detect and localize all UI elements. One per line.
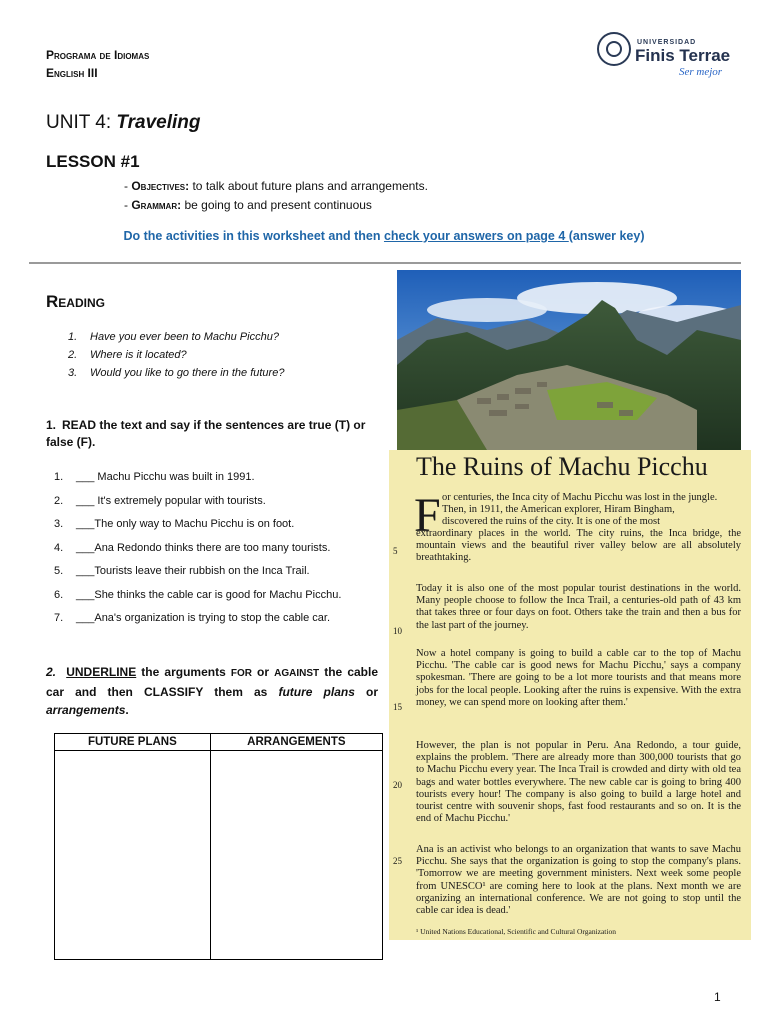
logo-line1: UNIVERSIDAD	[637, 39, 697, 46]
task2-text: or	[354, 685, 379, 699]
article-intro-line: or centuries, the Inca city of Machu Picchu was lost in the jungle.	[442, 492, 718, 503]
article-footnote: ¹ United Nations Educational, Scientific and Cultural Organization	[416, 927, 616, 936]
line-number: 15	[393, 702, 402, 712]
task2-instruction	[46, 663, 378, 719]
task1-text: READ the text and say if the sentences are true (T) or false (F).	[46, 418, 366, 449]
task2-text: the arguments	[136, 665, 231, 679]
question-text: Would you like to go there in the future?	[90, 367, 285, 379]
unit-prefix: UNIT 4:	[46, 112, 117, 133]
statement-text: ___The only way to Machu Picchu is on foot.	[76, 518, 295, 530]
program-name: Programa de Idiomas	[46, 48, 150, 62]
instruction-before: Do the activities in this worksheet and then	[123, 229, 384, 243]
question-number: 1.	[68, 331, 78, 343]
future-plans-cell[interactable]	[55, 751, 211, 960]
statement-item	[54, 469, 255, 485]
task1-instruction	[46, 417, 376, 451]
question-text: Where is it located?	[90, 349, 187, 361]
statement-item	[54, 563, 310, 579]
future-plans-word: future plans	[278, 685, 355, 699]
page-number: 1	[714, 990, 721, 1004]
statement-text: ___She thinks the cable car is good for Machu Picchu.	[76, 589, 342, 601]
statement-text: ___Tourists leave their rubbish on the Inca Trail.	[76, 565, 310, 577]
statement-item	[54, 540, 330, 556]
reading-title: Reading	[46, 292, 105, 311]
objectives-label: Objectives:	[131, 179, 190, 193]
task2-text: the cable car and then CLASSIFY them as	[46, 665, 379, 699]
statement-number: 4.	[54, 542, 64, 554]
article-paragraph-1: extraordinary places in the world. The city ruins, the Inca bridge, the mountain views and the beautiful river valley below are all absolutely breathtaking.	[416, 528, 741, 564]
article-paragraph-4: However, the plan is not popular in Peru. Ana Redondo, a tour guide, explains the problem. 'There are already more than 300,000 tourists that go to Machu Picchu every year. The Inca Trail is crowded and dirty with old tea bags and water bottles everywhere. The new cable car is going to bring 400 tourists every hour! The company is also going to build a large hotel and tourist centre with souvenir shops, fast food restaurants and so on. It is the end of Machu Picchu.'	[416, 740, 741, 825]
statement-number: 5.	[54, 565, 64, 577]
objectives-line: - Objectives: to talk about future plans and arrangements.	[124, 179, 428, 193]
article-paragraph-2: Today it is also one of the most popular tourist destinations in the world. Many people choose to follow the Inca Trail, a centuries-old path of 43 km that takes three or four days on foot. Others take the train and then a bus for the last part of the journey.	[416, 583, 741, 631]
question-number: 2.	[68, 349, 78, 361]
for-word: FOR	[230, 668, 252, 679]
task2-number: 2.	[46, 665, 57, 679]
grammar-line: - Grammar: be going to and present continuous	[124, 198, 372, 212]
statement-text: ___ Machu Picchu was built in 1991.	[76, 471, 255, 483]
statement-item	[54, 587, 341, 603]
warmup-question	[68, 364, 284, 382]
article-paragraph-5: Ana is an activist who belongs to an organization that wants to save Machu Picchu. She says that the organization is going to stop the company's plans. 'Tomorrow we are meeting government ministers. Next week some people from UNESCO¹ are coming here to look at the plans. Next month we are organizing an international conference. We are not going to stop until the cable car idea is dead.'	[416, 844, 741, 917]
arrangements-cell[interactable]	[210, 751, 382, 960]
article-dropcap: F	[414, 489, 441, 542]
lesson-title: LESSON #1	[46, 152, 140, 171]
underline-word: UNDERLINE	[66, 665, 137, 679]
instruction-line	[0, 229, 768, 243]
divider-rule	[29, 262, 741, 264]
article-box	[389, 450, 751, 940]
grammar-text: be going to and present continuous	[181, 198, 372, 212]
line-number: 20	[393, 780, 402, 790]
statement-number: 1.	[54, 471, 64, 483]
course-name: English III	[46, 66, 98, 80]
grammar-label: Grammar:	[131, 198, 182, 212]
line-number: 5	[393, 546, 398, 556]
statement-item	[54, 516, 294, 532]
article-intro-line: Then, in 1911, the American explorer, Hiram Bingham,	[442, 504, 675, 515]
task1-number: 1.	[46, 418, 57, 432]
task2-text: .	[125, 703, 129, 717]
unit-name: Traveling	[116, 112, 201, 133]
article-title: The Ruins of Machu Picchu	[416, 452, 708, 481]
classification-table	[54, 733, 383, 960]
against-word: AGAINST	[274, 668, 320, 679]
statement-number: 7.	[54, 612, 64, 624]
answer-key-link[interactable]: check your answers on page 4	[383, 229, 569, 243]
statement-item	[54, 493, 266, 509]
statement-text: ___Ana's organization is trying to stop the cable car.	[76, 612, 331, 624]
question-number: 3.	[68, 367, 78, 379]
article-intro-line: discovered the ruins of the city. It is one of the most	[442, 516, 661, 527]
question-text: Have you ever been to Machu Picchu?	[90, 331, 279, 343]
arrangements-header: ARRANGEMENTS	[210, 734, 382, 751]
machu-picchu-photo	[397, 270, 741, 450]
statement-text: ___Ana Redondo thinks there are too many tourists.	[76, 542, 331, 554]
line-number: 10	[393, 626, 402, 636]
future-plans-header: FUTURE PLANS	[55, 734, 211, 751]
statement-number: 3.	[54, 518, 64, 530]
line-number: 25	[393, 856, 402, 866]
university-seal-icon	[597, 32, 631, 66]
statement-number: 6.	[54, 589, 64, 601]
warmup-question	[68, 328, 279, 346]
warmup-question	[68, 346, 187, 364]
arrangements-word: arrangements	[46, 703, 126, 717]
statement-number: 2.	[54, 495, 64, 507]
task2-text: or	[251, 665, 275, 679]
statement-item	[54, 610, 330, 626]
article-paragraph-3: Now a hotel company is going to build a cable car to the top of Machu Picchu. 'The cable car is good news for Machu Picchu,' says a company spokesman. 'There are going to be a lot more tourists and that means more jobs for the local people. Looking after the ruins is expensive. With the extra money, we can spend more on looking after them.'	[416, 648, 741, 708]
university-logo	[597, 30, 747, 80]
objectives-text: to talk about future plans and arrangements.	[189, 179, 428, 193]
statement-text: ___ It's extremely popular with tourists.	[76, 495, 266, 507]
logo-line2: Finis Terrae	[635, 46, 731, 65]
unit-title	[46, 112, 201, 134]
logo-tagline: Ser mejor	[679, 66, 723, 78]
instruction-after: (answer key)	[568, 229, 645, 243]
